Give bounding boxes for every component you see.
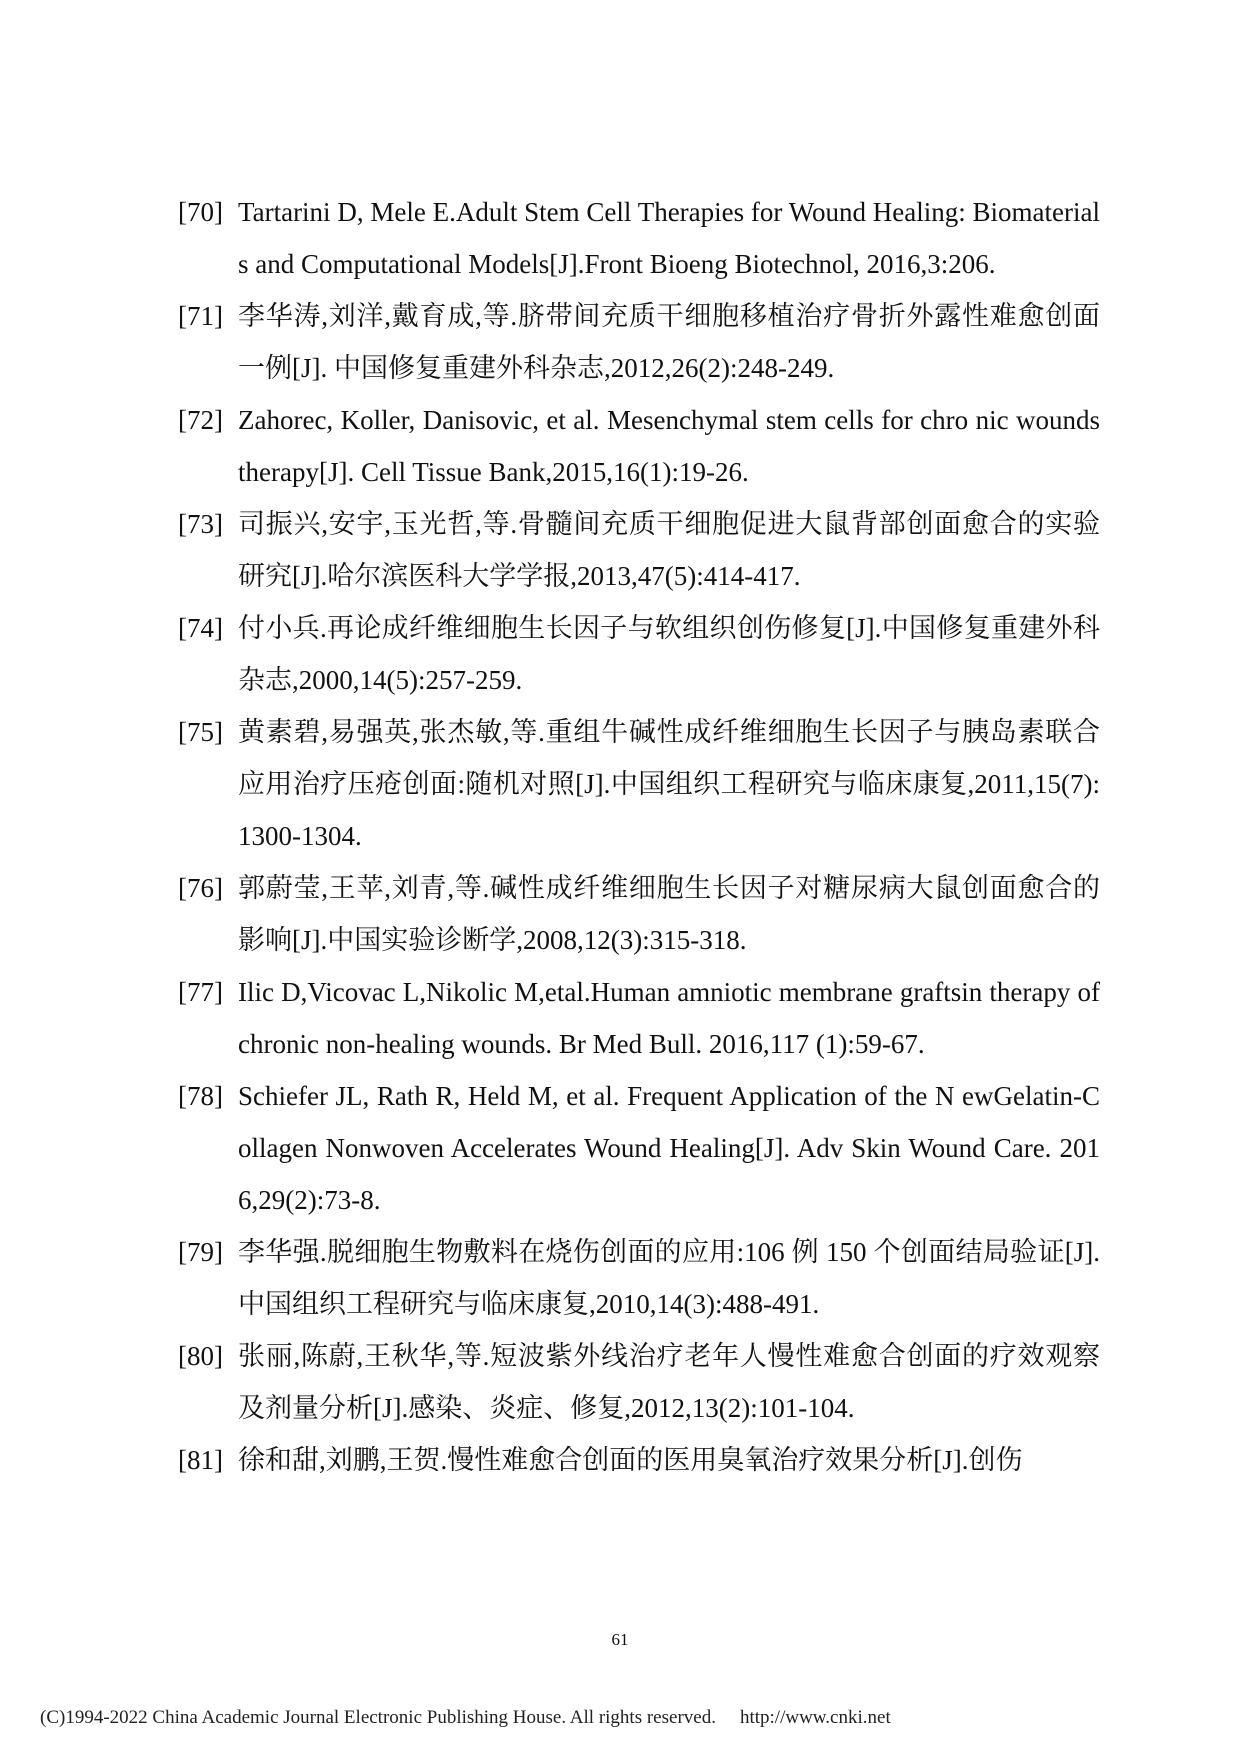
reference-number: [76]	[178, 873, 223, 903]
reference-number: [75]	[178, 717, 223, 747]
reference-text: Zahorec, Koller, Danisovic, et al. Mesenchymal stem cells for chro nic wounds therapy[J]. Cell Tissue Bank,2015,16(1):19-26.	[238, 405, 1100, 487]
copyright-footer	[40, 1706, 891, 1730]
reference-text: 徐和甜,刘鹏,王贺.慢性难愈合创面的医用臭氧治疗效果分析[J].创伤	[238, 1445, 1023, 1475]
reference-number: [79]	[178, 1237, 223, 1267]
reference-number: [80]	[178, 1341, 223, 1371]
reference-item-80	[178, 1330, 1100, 1434]
reference-item-75	[178, 706, 1100, 862]
reference-number: [78]	[178, 1081, 223, 1111]
reference-text: 郭蔚莹,王苹,刘青,等.碱性成纤维细胞生长因子对糖尿病大鼠创面愈合的影响[J].中国实验诊断学,2008,12(3):315-318.	[238, 873, 1100, 955]
reference-number: [72]	[178, 405, 223, 435]
reference-item-71	[178, 290, 1100, 394]
reference-text: 司振兴,安宇,玉光哲,等.骨髓间充质干细胞促进大鼠背部创面愈合的实验研究[J].哈尔滨医科大学学报,2013,47(5):414-417.	[238, 509, 1100, 591]
reference-text: 张丽,陈蔚,王秋华,等.短波紫外线治疗老年人慢性难愈合创面的疗效观察及剂量分析[J].感染、炎症、修复,2012,13(2):101-104.	[238, 1341, 1100, 1423]
reference-item-73	[178, 498, 1100, 602]
reference-text: 黄素碧,易强英,张杰敏,等.重组牛碱性成纤维细胞生长因子与胰岛素联合应用治疗压疮创面:随机对照[J].中国组织工程研究与临床康复,2011,15(7):1300-1304.	[238, 717, 1100, 851]
reference-text: 李华强.脱细胞生物敷料在烧伤创面的应用:106 例 150 个创面结局验证[J].中国组织工程研究与临床康复,2010,14(3):488-491.	[238, 1237, 1100, 1319]
reference-item-70	[178, 186, 1100, 290]
reference-list	[178, 186, 1100, 1486]
reference-text: 李华涛,刘洋,戴育成,等.脐带间充质干细胞移植治疗骨折外露性难愈创面一例[J]. 中国修复重建外科杂志,2012,26(2):248-249.	[238, 301, 1100, 383]
reference-number: [77]	[178, 977, 223, 1007]
reference-item-81	[178, 1434, 1100, 1486]
reference-item-72	[178, 394, 1100, 498]
reference-text: 付小兵.再论成纤维细胞生长因子与软组织创伤修复[J].中国修复重建外科杂志,2000,14(5):257-259.	[238, 613, 1100, 695]
reference-item-78	[178, 1070, 1100, 1226]
reference-item-74	[178, 602, 1100, 706]
footer-url[interactable]: http://www.cnki.net	[739, 1707, 891, 1728]
reference-number: [70]	[178, 197, 223, 227]
reference-number: [74]	[178, 613, 223, 643]
reference-number: [71]	[178, 301, 223, 331]
reference-text: Schiefer JL, Rath R, Held M, et al. Frequent Application of the N ewGelatin-Collagen Nonwoven Accelerates Wound Healing[J]. Adv Skin Wound Care. 2016,29(2):73-8.	[238, 1081, 1100, 1215]
reference-item-79	[178, 1226, 1100, 1330]
reference-number: [81]	[178, 1445, 223, 1475]
reference-number: [73]	[178, 509, 223, 539]
reference-text: Tartarini D, Mele E.Adult Stem Cell Therapies for Wound Healing: Biomaterials and Computational Models[J].Front Bioeng Biotechnol, 2016,3:206.	[238, 197, 1100, 279]
reference-text: Ilic D,Vicovac L,Nikolic M,etal.Human amniotic membrane graftsin therapy of chronic non-healing wounds. Br Med Bull. 2016,117 (1):59-67.	[238, 977, 1100, 1059]
page-number: 61	[611, 1630, 629, 1649]
copyright-text: (C)1994-2022 China Academic Journal Electronic Publishing House. All rights reserved.	[40, 1707, 716, 1728]
reference-item-77	[178, 966, 1100, 1070]
reference-item-76	[178, 862, 1100, 966]
